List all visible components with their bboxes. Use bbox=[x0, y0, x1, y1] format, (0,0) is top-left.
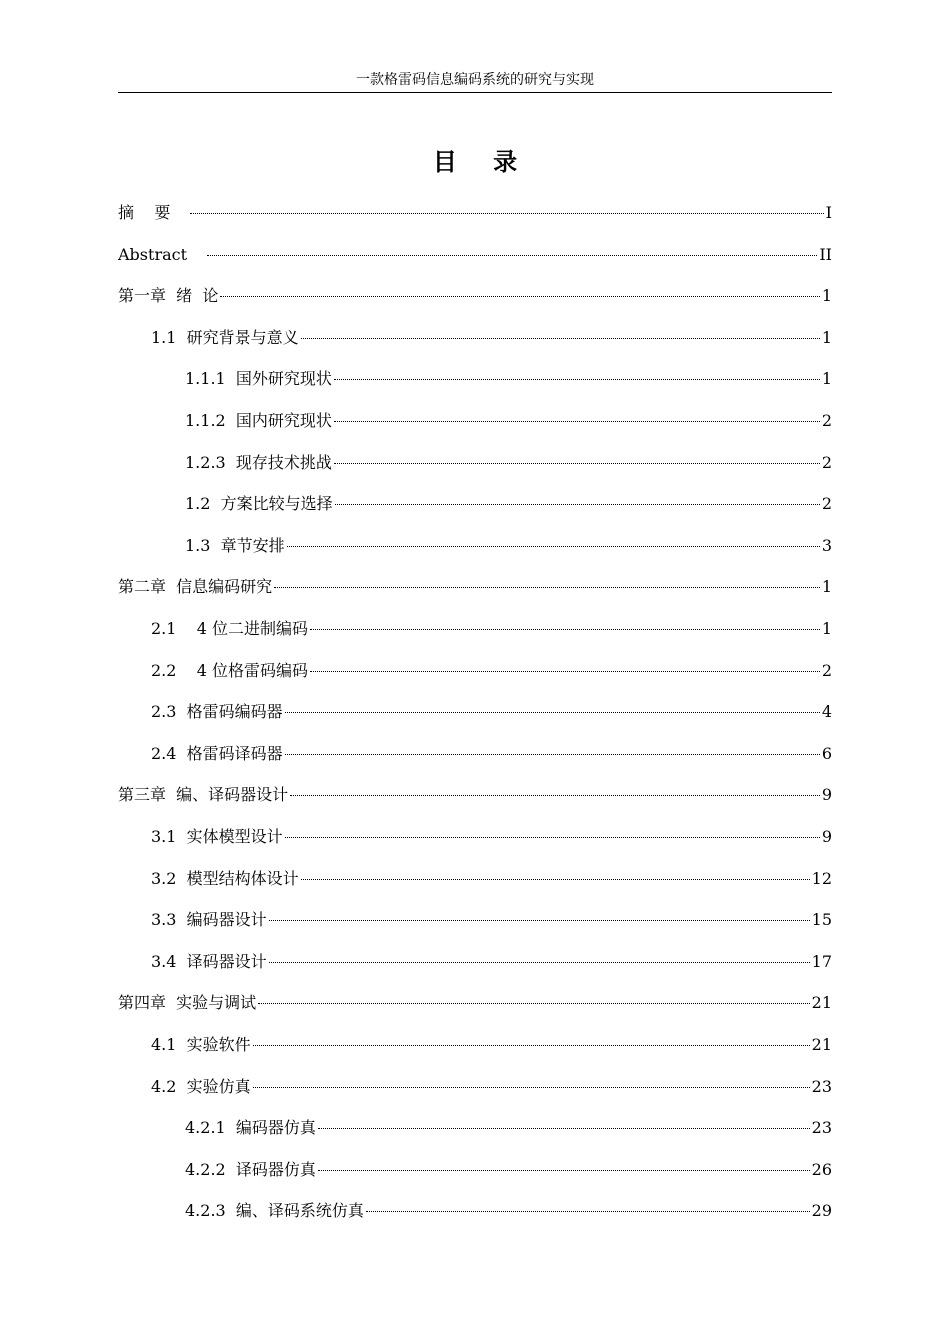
toc-entry-page-number: 2 bbox=[821, 494, 832, 513]
toc-entry-page-number: 2 bbox=[821, 453, 832, 472]
toc-entry[interactable] bbox=[118, 202, 832, 224]
toc-entry[interactable] bbox=[118, 784, 832, 806]
toc-entry-label: 第三章 编、译码器设计 bbox=[118, 785, 289, 804]
page-title: 目 录 bbox=[432, 148, 532, 176]
toc-entry[interactable] bbox=[151, 909, 832, 931]
toc-entry[interactable] bbox=[185, 493, 832, 515]
toc-entry[interactable] bbox=[151, 1076, 832, 1098]
toc-entry-label: 4.1 实验软件 bbox=[151, 1035, 251, 1054]
toc-entry-label: 1.1.1 国外研究现状 bbox=[185, 369, 332, 388]
toc-entry[interactable] bbox=[151, 618, 832, 640]
toc-entry[interactable] bbox=[185, 410, 832, 432]
toc-leader-dots bbox=[258, 993, 809, 1004]
toc-entry-page-number: 15 bbox=[811, 910, 832, 929]
toc-entry-page-number: 2 bbox=[821, 661, 832, 680]
toc-entry-label: 3.1 实体模型设计 bbox=[151, 827, 283, 846]
toc-entry-label: 3.2 模型结构体设计 bbox=[151, 869, 299, 888]
toc-entry-label: 第四章 实验与调试 bbox=[118, 993, 257, 1012]
toc-entry[interactable] bbox=[151, 743, 832, 765]
toc-leader-dots bbox=[220, 286, 819, 297]
toc-entry[interactable] bbox=[185, 1159, 832, 1181]
toc-entry-page-number: 17 bbox=[811, 952, 832, 971]
toc-entry-page-number: II bbox=[819, 245, 832, 264]
toc-entry-page-number: 1 bbox=[821, 286, 832, 305]
toc-entry[interactable] bbox=[151, 1034, 832, 1056]
toc-entry[interactable] bbox=[151, 951, 832, 973]
toc-entry[interactable] bbox=[151, 868, 832, 890]
toc-entry-label: 2.2 4 位格雷码编码 bbox=[151, 661, 309, 680]
toc-leader-dots bbox=[366, 1201, 810, 1212]
toc-entry-page-number: 21 bbox=[811, 1035, 832, 1054]
toc-entry[interactable] bbox=[151, 701, 832, 723]
toc-entry-label: 1.2.3 现存技术挑战 bbox=[185, 453, 332, 472]
toc-entry-label: 摘 要 bbox=[118, 203, 171, 222]
toc-leader-dots bbox=[274, 577, 820, 588]
toc-entry[interactable] bbox=[185, 1117, 832, 1139]
toc-entry-page-number: 1 bbox=[821, 619, 832, 638]
toc-entry[interactable] bbox=[185, 452, 832, 474]
toc-leader-dots bbox=[301, 328, 820, 339]
toc-leader-dots bbox=[190, 203, 823, 214]
toc-leader-dots bbox=[318, 1118, 810, 1129]
toc-leader-dots bbox=[310, 661, 820, 672]
toc-entry-label: 3.4 译码器设计 bbox=[151, 952, 267, 971]
toc-entry-page-number: 23 bbox=[811, 1118, 832, 1137]
toc-leader-dots bbox=[301, 869, 810, 880]
toc-entry[interactable] bbox=[185, 368, 832, 390]
toc-entry-label: 2.4 格雷码译码器 bbox=[151, 744, 283, 763]
toc-leader-dots bbox=[285, 702, 820, 713]
toc-entry[interactable] bbox=[118, 992, 832, 1014]
toc-entry[interactable] bbox=[118, 576, 832, 598]
toc-entry-page-number: 29 bbox=[811, 1201, 832, 1220]
toc-entry-label: 1.3 章节安排 bbox=[185, 536, 285, 555]
toc-entry-label: 2.3 格雷码编码器 bbox=[151, 702, 283, 721]
toc-entry-label: 4.2.1 编码器仿真 bbox=[185, 1118, 316, 1137]
toc-entry-page-number: 6 bbox=[821, 744, 832, 763]
toc-entry-page-number: 26 bbox=[811, 1160, 832, 1179]
toc-leader-dots bbox=[335, 494, 820, 505]
header-title: 一款格雷码信息编码系统的研究与实现 bbox=[356, 72, 594, 88]
toc-entry[interactable] bbox=[185, 1200, 832, 1222]
toc-leader-dots bbox=[287, 536, 820, 547]
running-header bbox=[118, 70, 832, 93]
toc-entry-label: Abstract bbox=[118, 245, 188, 264]
toc-entry-label: 1.2 方案比较与选择 bbox=[185, 494, 333, 513]
toc-entry-page-number: 2 bbox=[821, 411, 832, 430]
toc-entry[interactable] bbox=[151, 660, 832, 682]
toc-entry-page-number: 4 bbox=[821, 702, 832, 721]
toc-leader-dots bbox=[334, 453, 820, 464]
toc-entry-label: 4.2.3 编、译码系统仿真 bbox=[185, 1201, 364, 1220]
toc-entry-page-number: 9 bbox=[821, 785, 832, 804]
toc-entry-page-number: 23 bbox=[811, 1077, 832, 1096]
toc-entry-page-number: 12 bbox=[811, 869, 832, 888]
toc-leader-dots bbox=[334, 369, 820, 380]
toc-entry-page-number: 1 bbox=[821, 369, 832, 388]
toc-entry-label: 4.2.2 译码器仿真 bbox=[185, 1160, 316, 1179]
toc-entry-page-number: 9 bbox=[821, 827, 832, 846]
toc-leader-dots bbox=[318, 1160, 810, 1171]
toc-entry-label: 1.1 研究背景与意义 bbox=[151, 328, 299, 347]
toc-leader-dots bbox=[269, 952, 810, 963]
toc-entry[interactable] bbox=[185, 535, 832, 557]
toc-leader-dots bbox=[285, 827, 820, 838]
toc-entry[interactable] bbox=[118, 244, 832, 266]
toc-leader-dots bbox=[253, 1035, 810, 1046]
toc-leader-dots bbox=[310, 619, 820, 630]
toc-leader-dots bbox=[334, 411, 820, 422]
toc-entry-label: 1.1.2 国内研究现状 bbox=[185, 411, 332, 430]
toc-entry[interactable] bbox=[118, 285, 832, 307]
toc-leader-dots bbox=[269, 910, 810, 921]
toc-leader-dots bbox=[253, 1077, 810, 1088]
toc-entry[interactable] bbox=[151, 327, 832, 349]
toc-leader-dots bbox=[290, 785, 820, 796]
toc-entry-label: 3.3 编码器设计 bbox=[151, 910, 267, 929]
toc-leader-dots bbox=[285, 744, 820, 755]
toc-entry-label: 2.1 4 位二进制编码 bbox=[151, 619, 309, 638]
toc-entry-label: 第一章 绪 论 bbox=[118, 286, 219, 305]
toc-entry-page-number: I bbox=[825, 203, 832, 222]
toc-entry-page-number: 21 bbox=[811, 993, 832, 1012]
toc-entry-label: 4.2 实验仿真 bbox=[151, 1077, 251, 1096]
toc-entry-label: 第二章 信息编码研究 bbox=[118, 577, 273, 596]
toc-leader-dots bbox=[207, 245, 817, 256]
toc-entry[interactable] bbox=[151, 826, 832, 848]
toc-entry-page-number: 3 bbox=[821, 536, 832, 555]
toc-entry-page-number: 1 bbox=[821, 577, 832, 596]
toc-entry-page-number: 1 bbox=[821, 328, 832, 347]
